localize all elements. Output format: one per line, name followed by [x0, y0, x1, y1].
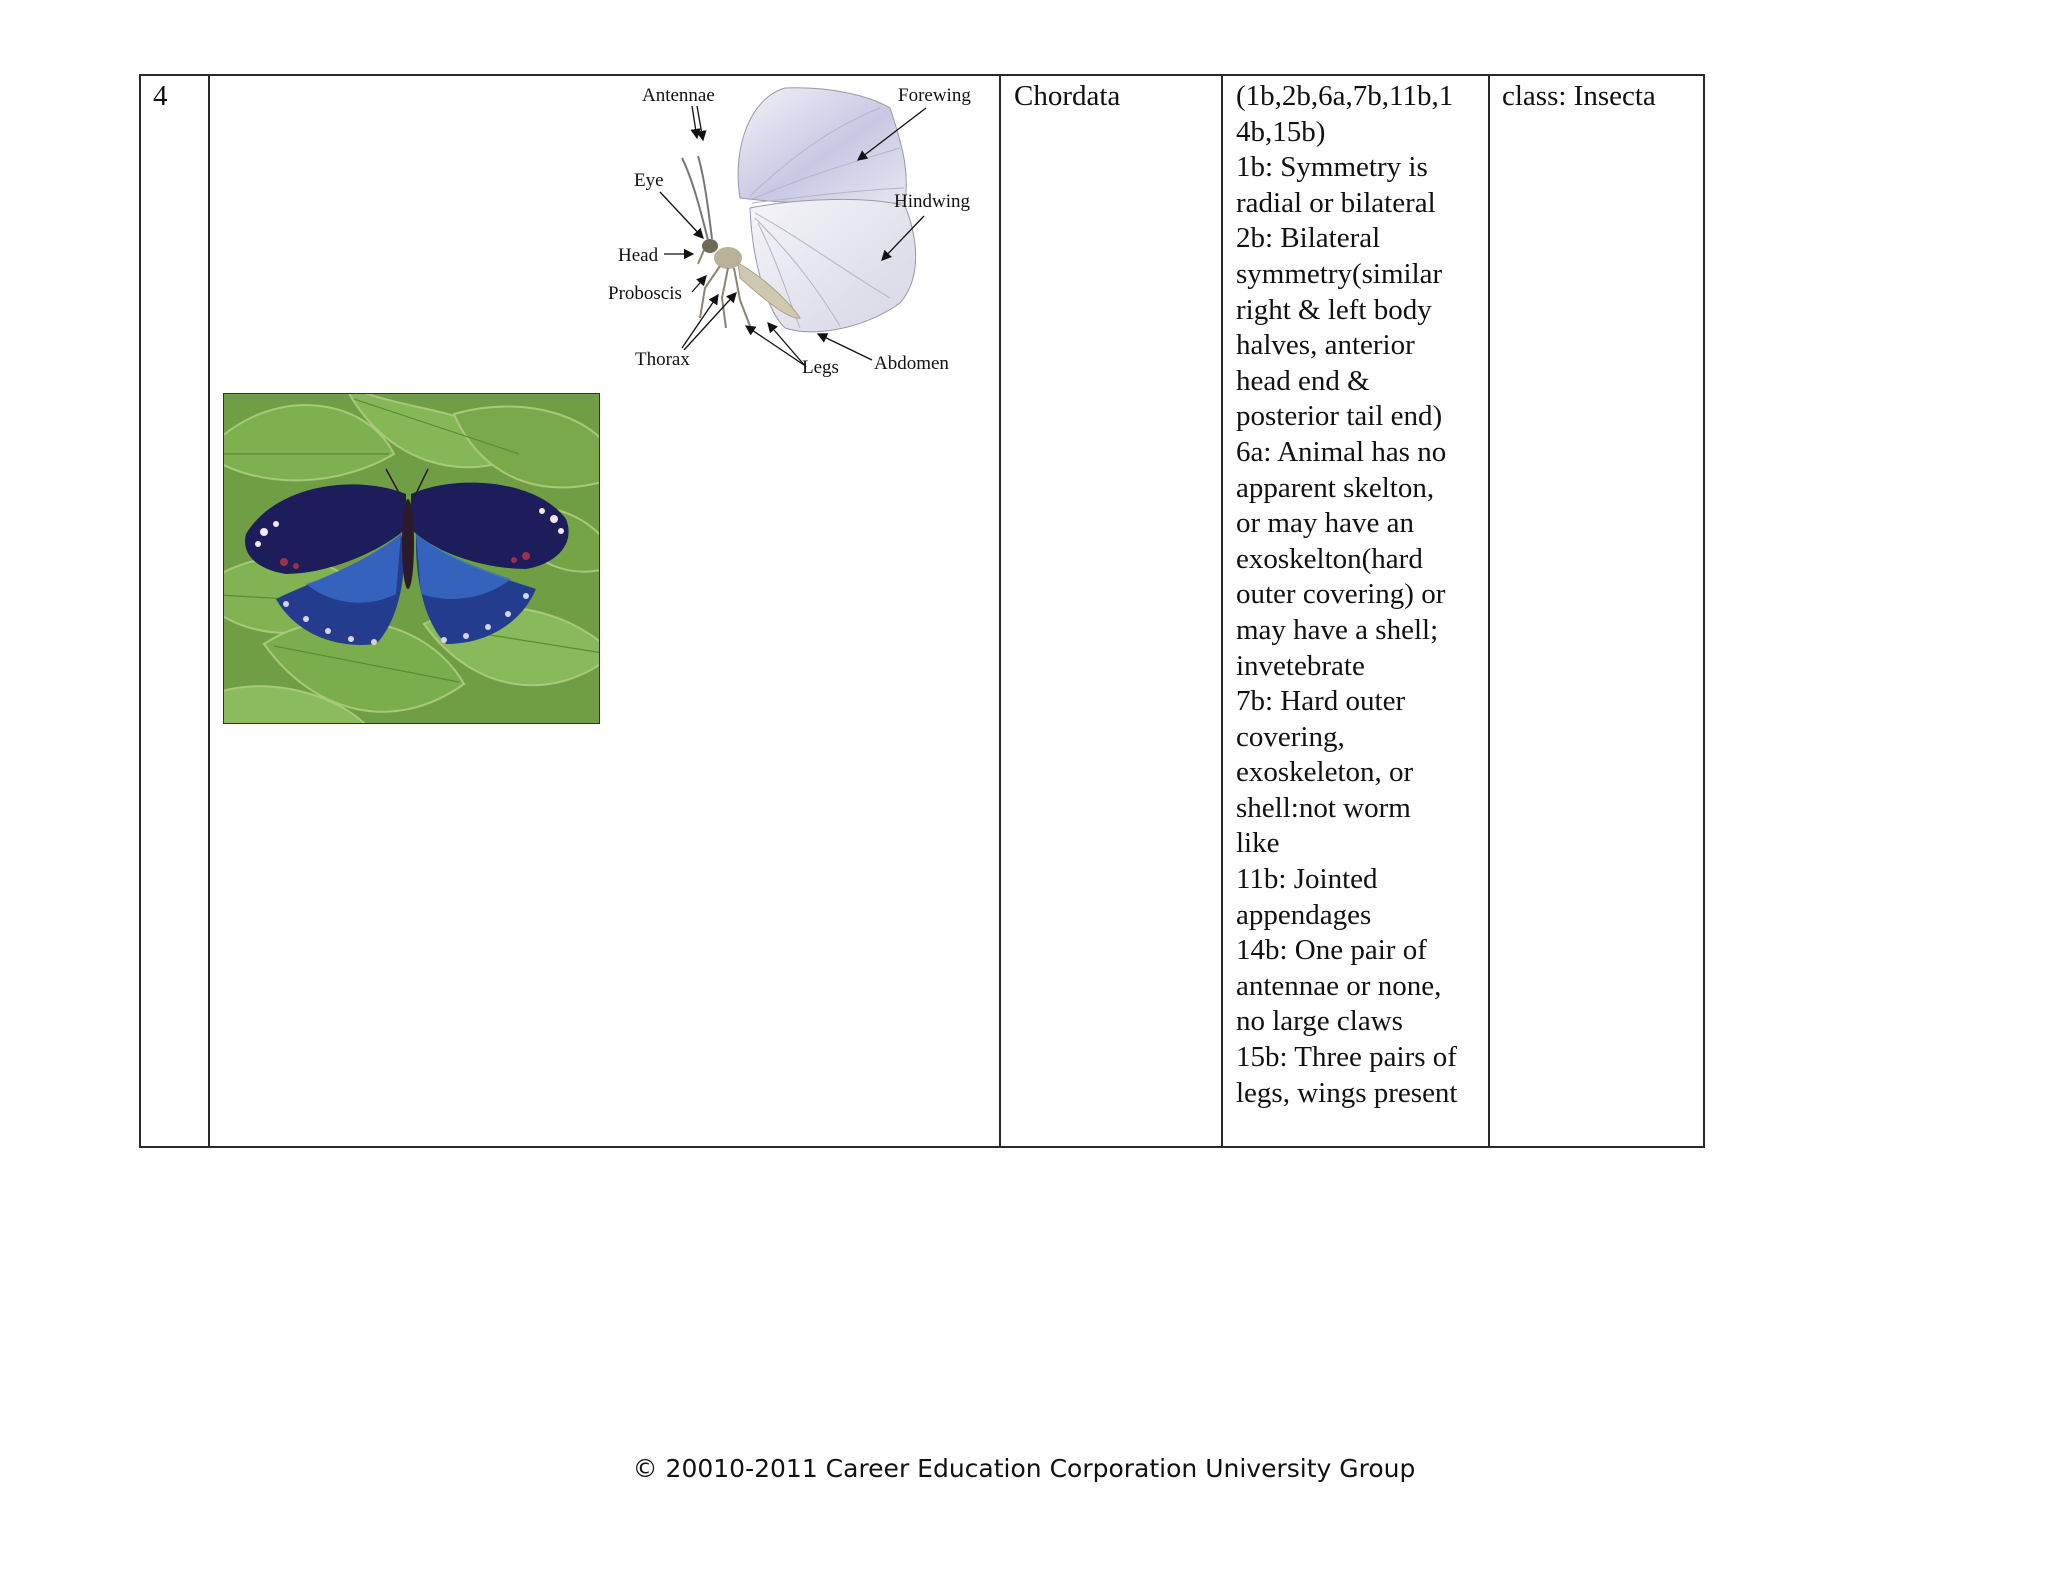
butterfly-photo [223, 393, 600, 724]
row-number: 4 [153, 80, 168, 112]
key-line: like [1236, 827, 1280, 860]
label-legs: Legs [802, 357, 839, 378]
label-eye: Eye [634, 170, 664, 191]
key-line: radial or bilateral [1236, 186, 1436, 219]
class-cell: class: Insecta [1502, 80, 1656, 112]
key-line: 2b: Bilateral [1236, 222, 1381, 255]
label-hindwing: Hindwing [894, 191, 970, 212]
key-line: 4b,15b) [1236, 115, 1326, 148]
key-line: head end & [1236, 364, 1370, 397]
key-line: 11b: Jointed [1236, 863, 1378, 896]
key-line: halves, anterior [1236, 329, 1415, 362]
phylum-cell: Chordata [1014, 80, 1121, 112]
key-line: (1b,2b,6a,7b,11b,1 [1236, 80, 1454, 112]
key-line: appendages [1236, 898, 1372, 931]
key-line: may have a shell; [1236, 613, 1439, 646]
key-line: or may have an [1236, 507, 1414, 540]
butterfly-thorax [714, 247, 742, 269]
label-forewing: Forewing [898, 85, 971, 106]
table-left-border [139, 74, 141, 1148]
key-line: symmetry(similar [1236, 257, 1443, 290]
key-line: covering, [1236, 720, 1345, 753]
key-line: right & left body [1236, 293, 1432, 326]
table-bottom-border [139, 1146, 1705, 1148]
label-abdomen: Abdomen [874, 353, 949, 374]
key-line: 1b: Symmetry is [1236, 151, 1428, 184]
key-line: invetebrate [1236, 649, 1365, 682]
column-divider-2 [999, 74, 1001, 1148]
key-line: exoskeleton, or [1236, 756, 1414, 789]
copyright-footer: © 20010-2011 Career Education Corporation University Group [632, 1454, 1416, 1483]
column-divider-3 [1221, 74, 1223, 1148]
forewing-shape [738, 88, 906, 204]
hindwing-shape [750, 199, 916, 331]
key-line: 15b: Three pairs of [1236, 1041, 1457, 1074]
key-line: no large claws [1236, 1005, 1403, 1038]
key-line: shell:not worm [1236, 791, 1411, 824]
label-antennae: Antennae [642, 85, 715, 106]
label-head: Head [618, 245, 659, 266]
butterfly-anatomy-diagram [600, 78, 996, 388]
label-thorax: Thorax [635, 349, 690, 370]
key-line: 6a: Animal has no [1236, 435, 1447, 468]
key-line: antennae or none, [1236, 969, 1442, 1002]
table-right-border [1703, 74, 1705, 1148]
key-line: outer covering) or [1236, 578, 1446, 611]
key-line: 14b: One pair of [1236, 934, 1427, 967]
key-line: legs, wings present [1236, 1076, 1458, 1109]
key-line: exoskelton(hard [1236, 542, 1423, 575]
label-proboscis: Proboscis [608, 283, 682, 304]
column-divider-1 [208, 74, 210, 1148]
dichotomous-key-cell [1236, 79, 1458, 1111]
table-top-border [139, 74, 1705, 76]
key-line: apparent skelton, [1236, 471, 1435, 504]
key-line: posterior tail end) [1236, 400, 1443, 433]
column-divider-4 [1488, 74, 1490, 1148]
key-line: 7b: Hard outer [1236, 685, 1406, 718]
